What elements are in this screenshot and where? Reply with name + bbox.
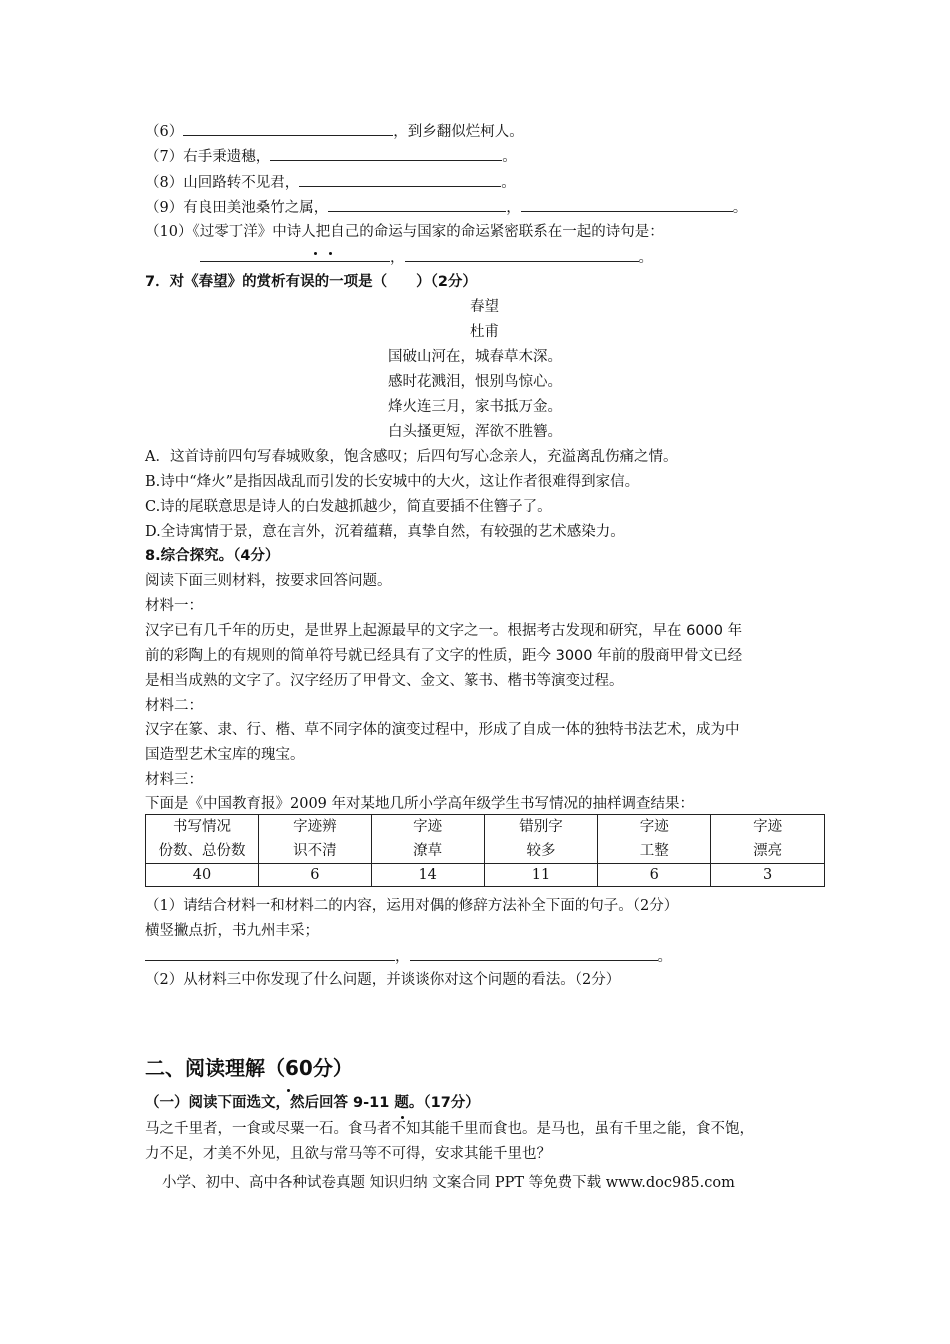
blank-item-prefix: （6）: [145, 124, 184, 140]
table-header-row: [146, 815, 825, 864]
blank-item-9: [145, 197, 747, 218]
emphasis-dot: [314, 252, 317, 255]
blank-item-6: [145, 121, 524, 142]
table-header-cell: 字迹辨 识不清: [258, 815, 371, 864]
blank-item-suffix: ，到乡翻似烂柯人。: [393, 124, 524, 140]
answer-blank[interactable]: [270, 146, 502, 161]
blank-item-8: [145, 172, 516, 193]
answer-blank[interactable]: [145, 946, 395, 961]
answer-blank[interactable]: [328, 197, 506, 212]
material-1-line: 是相当成熟的文字了。汉字经历了甲骨文、金文、篆书、楷书等演变过程。: [145, 673, 624, 689]
table-header-cell: 字迹 工整: [598, 815, 711, 864]
material-1-line: 汉字已有几千年的历史，是世界上起源最早的文字之一。根据考古发现和研究，早在 6000 年: [145, 623, 743, 639]
blank-item-suffix: 。: [501, 175, 516, 191]
option-c[interactable]: C.诗的尾联意思是诗人的白发越抓越少，简直要插不住簪子了。: [145, 499, 552, 515]
answer-blank[interactable]: [405, 247, 639, 262]
poem-line: 感时花溅泪，恨别鸟惊心。: [388, 374, 562, 390]
sub-question-1-answers: [145, 946, 672, 967]
poem-line: 国破山河在，城春草木深。: [388, 349, 562, 365]
blank-item-suffix: 。: [657, 949, 672, 965]
poem-title: 春望: [470, 299, 499, 315]
table-header-cell: 字迹 潦草: [371, 815, 484, 864]
table-header-cell: 错别字 较多: [484, 815, 598, 864]
material-2-label: 材料二：: [145, 698, 203, 714]
poem-line: 烽火连三月，家书抵万金。: [388, 399, 562, 415]
poem-author: 杜甫: [470, 324, 499, 340]
answer-blank[interactable]: [410, 946, 658, 961]
table-cell: 6: [598, 864, 711, 887]
blank-item-prefix: （8）山回路转不见君，: [145, 175, 300, 191]
blank-item-prefix: （7）右手秉遗穗，: [145, 149, 271, 165]
sub-question-1: （1）请结合材料一和材料二的内容，运用对偶的修辞方法补全下面的句子。（2分）: [145, 898, 679, 914]
blank-item-suffix: 。: [638, 250, 653, 266]
blank-item-suffix: 。: [732, 200, 748, 216]
table-cell: 40: [146, 864, 259, 887]
emphasis-dot: [329, 252, 332, 255]
material-1-line: 前的彩陶上的有规则的简单符号就已经具有了文字的性质，距今 3000 年前的殷商甲骨文已经: [145, 648, 743, 664]
sub-question-2: （2）从材料三中你发现了什么问题，并谈谈你对这个问题的看法。（2分）: [145, 972, 621, 988]
blank-item-10: [145, 222, 664, 242]
question-7: 7．对《春望》的赏析有误的一项是（ ）（2分）: [145, 274, 477, 290]
reading-text-line: 力不足，才美不外见，且欲与常马等不可得，安求其能千里也？: [145, 1146, 551, 1162]
page-footer: 小学、初中、高中各种试卷真题 知识归纳 文案合同 PPT 等免费下载 www.doc985.com: [162, 1175, 735, 1191]
table-row: [146, 864, 825, 887]
table-cell: 3: [711, 864, 825, 887]
blank-item-7: [145, 146, 517, 167]
option-b[interactable]: B.诗中“烽火”是指因战乱而引发的长安城中的大火，这让作者很难得到家信。: [145, 474, 640, 490]
option-d[interactable]: D.全诗寓情于景，意在言外，沉着蕴藉，真挚自然，有较强的艺术感染力。: [145, 524, 625, 540]
reading-subheading: （一）阅读下面选文，然后回答 9-11 题。（17分）: [145, 1095, 480, 1111]
q8-intro: 阅读下面三则材料，按要求回答问题。: [145, 573, 392, 589]
table-cell: 14: [371, 864, 484, 887]
section-heading: 二、阅读理解（60分）: [145, 1056, 353, 1080]
blank-item-prefix: （10）《过零丁洋》中诗人把自己的命运与国家的命运紧密联系在一起的诗句是：: [145, 224, 664, 240]
table-cell: 6: [258, 864, 371, 887]
reading-text-line: 马之千里者，一食或尽粟一石。食马者不知其能千里而食也。是马也，虽有千里之能，食不饱，: [145, 1121, 754, 1137]
poem-line: 白头搔更短，浑欲不胜簪。: [388, 424, 562, 440]
material-3-intro: 下面是《中国教育报》2009 年对某地几所小学高年级学生书写情况的抽样调查结果：: [145, 796, 695, 812]
blank-item-mid: ，: [395, 949, 410, 965]
blank-item-mid: ，: [390, 250, 405, 266]
material-3-label: 材料三：: [145, 772, 203, 788]
blank-item-prefix: （9）有良田美池桑竹之属，: [145, 200, 329, 216]
blank-item-mid: ，: [506, 200, 521, 216]
material-2-line: 汉字在篆、隶、行、楷、草不同字体的演变过程中，形成了自成一体的独特书法艺术，成为中: [145, 722, 740, 738]
survey-table: [145, 814, 825, 887]
table-header-cell: 字迹 漂亮: [711, 815, 825, 864]
answer-blank[interactable]: [200, 247, 390, 262]
material-2-line: 国造型艺术宝库的瑰宝。: [145, 747, 305, 763]
sub-question-1-prompt: 横竖撇点折，书九州丰采；: [145, 923, 319, 939]
blank-item-suffix: 。: [502, 149, 517, 165]
emphasis-dot: [401, 1116, 404, 1119]
table-cell: 11: [484, 864, 598, 887]
table-header-cell: 书写情况 份数、总份数: [146, 815, 259, 864]
emphasis-dot: [287, 1089, 290, 1092]
answer-blank[interactable]: [183, 121, 393, 136]
question-8: 8.综合探究。（4分）: [145, 548, 280, 564]
answer-blank[interactable]: [521, 197, 733, 212]
material-1-label: 材料一：: [145, 598, 203, 614]
answer-blank[interactable]: [299, 172, 501, 187]
option-a[interactable]: A．这首诗前四句写春城败象，饱含感叹；后四句写心念亲人，充溢离乱伤痛之情。: [145, 449, 678, 465]
blank-item-10-answers: [200, 247, 653, 268]
